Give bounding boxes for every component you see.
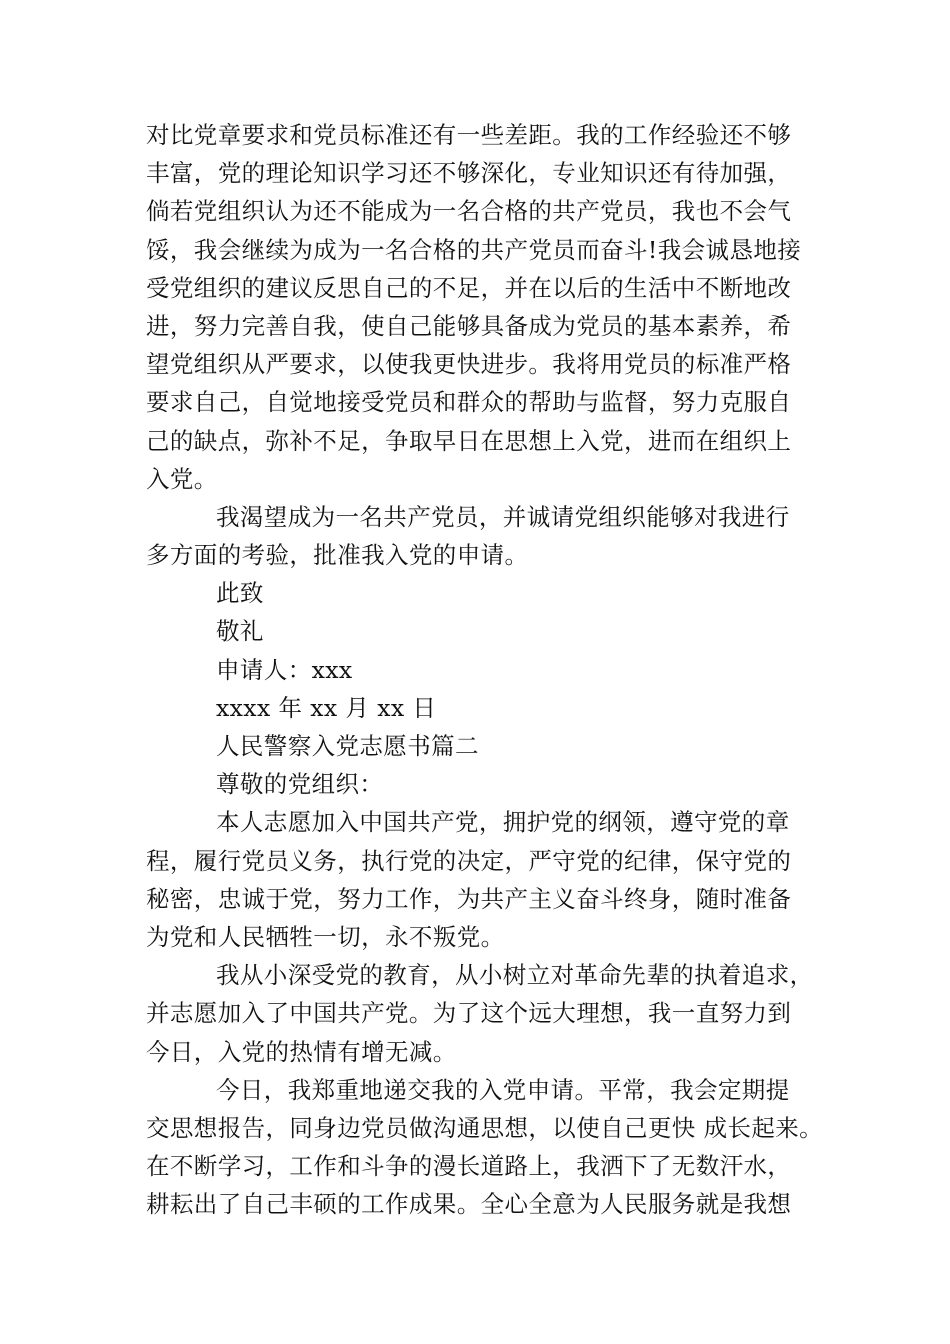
- text-line: 我从小深受党的教育，从小树立对革命先辈的执着追求，: [216, 961, 814, 990]
- text-line: 要求自己，自觉地接受党员和群众的帮助与监督，努力克服自: [146, 388, 792, 417]
- text-line: xxxx 年 xx 月 xx 日: [216, 693, 437, 722]
- text-line: 我渴望成为一名共产党员，并诚请党组织能够对我进行: [216, 502, 790, 531]
- text-line: 申请人：xxx: [216, 655, 353, 684]
- text-line: 为党和人民牺牲一切，永不叛党。: [146, 922, 505, 951]
- text-line: 敬礼: [216, 617, 264, 646]
- text-line: 望党组织从严要求，以使我更快进步。我将用党员的标准严格: [146, 350, 792, 379]
- text-line: 此致: [216, 579, 264, 608]
- text-line: 今日，我郑重地递交我的入党申请。平常，我会定期提: [216, 1075, 790, 1104]
- text-line: 本人志愿加入中国共产党，拥护党的纲领，遵守党的章: [216, 808, 790, 837]
- text-line: 秘密，忠诚于党，努力工作，为共产主义奋斗终身，随时准备: [146, 884, 792, 913]
- text-line: 进，努力完善自我，使自己能够具备成为党员的基本素养，希: [146, 311, 792, 340]
- text-line: 并志愿加入了中国共产党。为了这个远大理想，我一直努力到: [146, 999, 792, 1028]
- text-line: 多方面的考验，批准我入党的申请。: [146, 541, 529, 570]
- text-line: 己的缺点，弥补不足，争取早日在思想上入党，进而在组织上: [146, 426, 792, 455]
- text-line: 馁，我会继续为成为一名合格的共产党员而奋斗!我会诚恳地接: [146, 235, 802, 264]
- text-line: 丰富，党的理论知识学习还不够深化，专业知识还有待加强，: [146, 159, 792, 188]
- text-line: 人民警察入党志愿书篇二: [216, 732, 479, 760]
- text-line: 今日，入党的热情有增无减。: [146, 1037, 457, 1066]
- text-line: 受党组织的建议反思自己的不足，并在以后的生活中不断地改: [146, 273, 792, 302]
- text-line: 在不断学习，工作和斗争的漫长道路上，我洒下了无数汗水，: [146, 1152, 792, 1181]
- document-body: [146, 116, 826, 1223]
- text-line: 交思想报告，同身边党员做沟通思想，以使自己更快 成长起来。: [146, 1113, 824, 1142]
- text-line: 尊敬的党组织：: [216, 770, 384, 799]
- text-line: 入党。: [146, 464, 218, 493]
- text-line: 对比党章要求和党员标准还有一些差距。我的工作经验还不够: [146, 121, 792, 149]
- text-line: 程，履行党员义务，执行党的决定，严守党的纪律，保守党的: [146, 846, 792, 875]
- text-line: 倘若党组织认为还不能成为一名合格的共产党员，我也不会气: [146, 197, 792, 226]
- text-line: 耕耘出了自己丰硕的工作成果。全心全意为人民服务就是我想: [146, 1190, 792, 1219]
